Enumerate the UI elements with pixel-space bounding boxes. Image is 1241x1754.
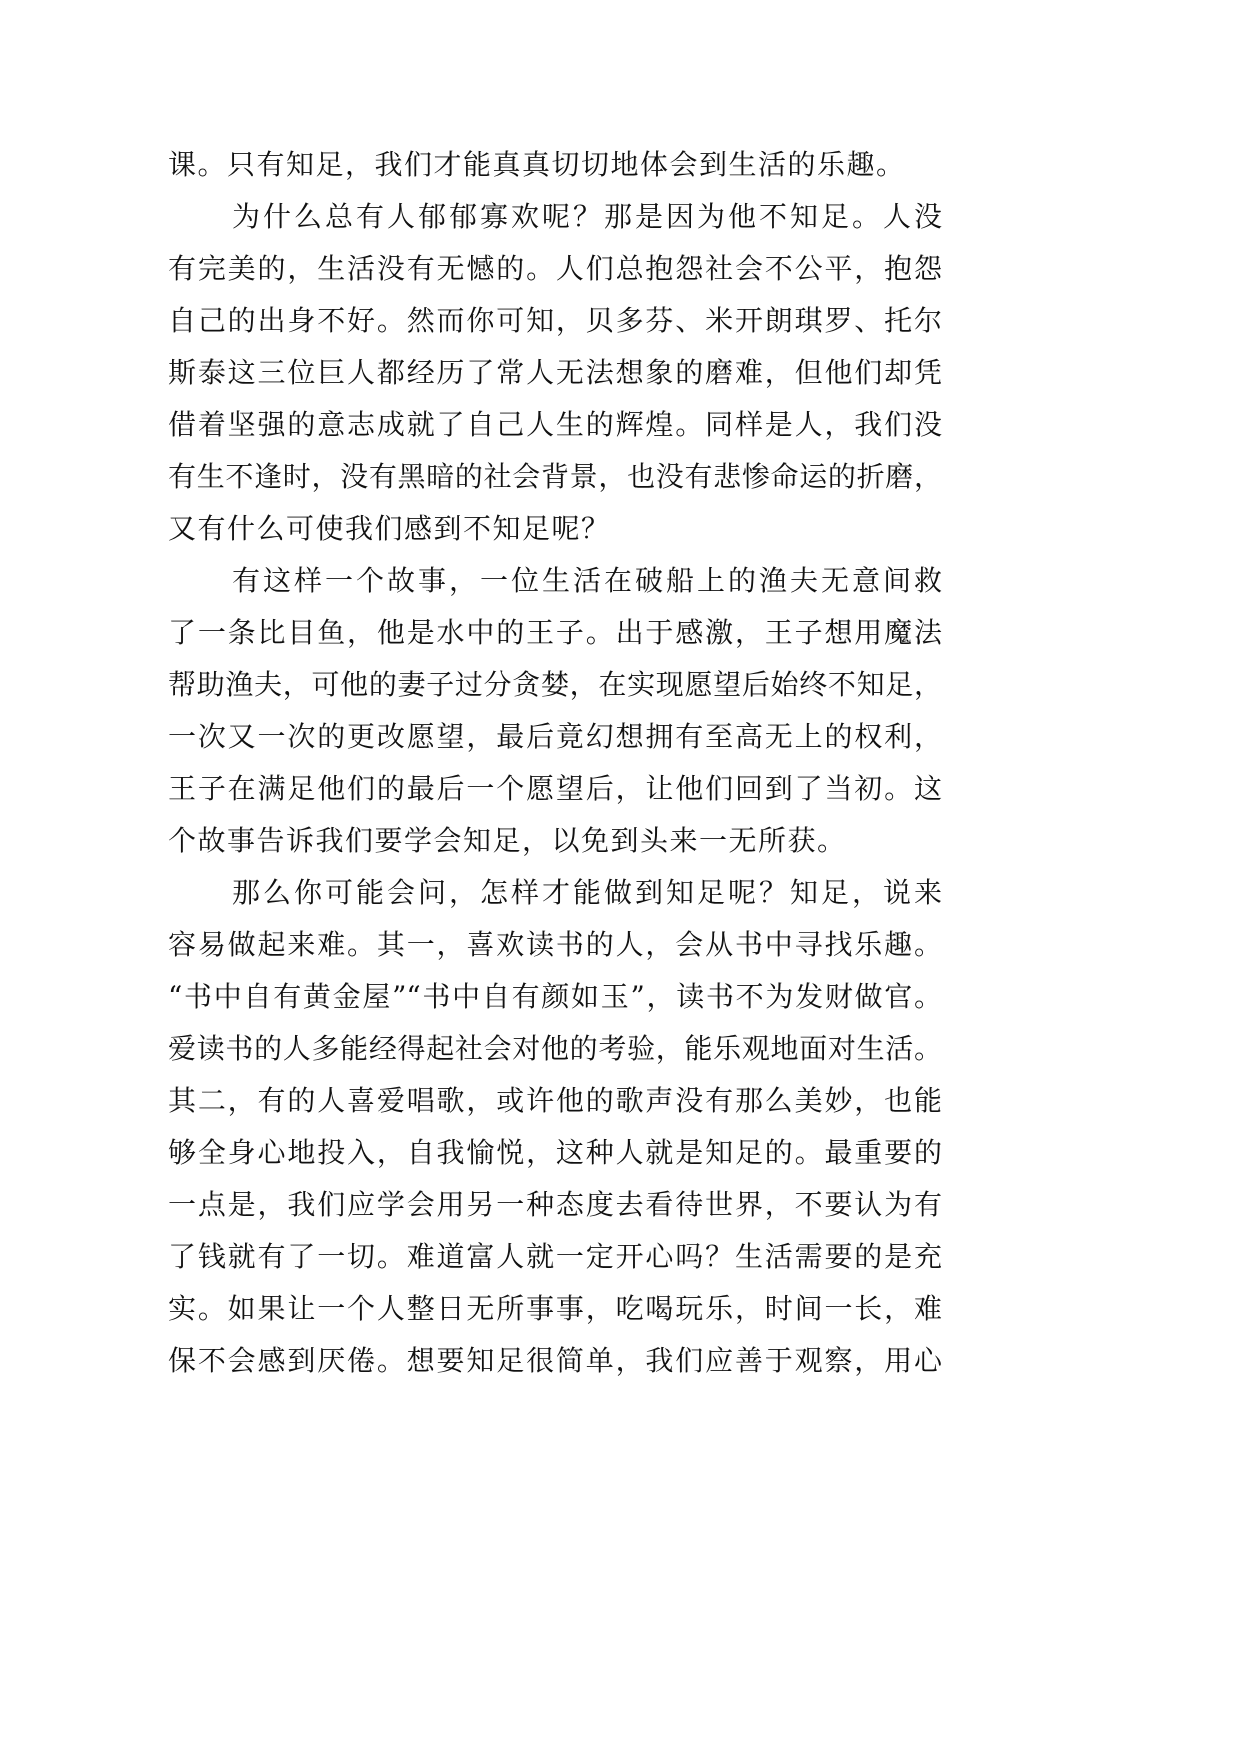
text-line: 那么你可能会问，怎样才能做到知足呢？知足，说来 xyxy=(232,876,942,909)
text-line: 王子在满足他们的最后一个愿望后，让他们回到了当初。这 xyxy=(168,772,942,805)
text-line: 了一条比目鱼，他是水中的王子。出于感激，王子想用魔法 xyxy=(168,616,942,649)
text-line: 有这样一个故事，一位生活在破船上的渔夫无意间救 xyxy=(232,564,942,597)
text-line: 个故事告诉我们要学会知足，以免到头来一无所获。 xyxy=(168,824,847,857)
text-line: 够全身心地投入，自我愉悦，这种人就是知足的。最重要的 xyxy=(168,1136,942,1169)
text-line: 容易做起来难。其一，喜欢读书的人，会从书中寻找乐趣。 xyxy=(168,928,942,961)
text-line: 一次又一次的更改愿望，最后竟幻想拥有至高无上的权利， xyxy=(168,720,942,753)
text-line: 为什么总有人郁郁寡欢呢？那是因为他不知足。人没 xyxy=(232,200,942,233)
text-line: 自己的出身不好。然而你可知，贝多芬、米开朗琪罗、托尔 xyxy=(168,304,942,337)
text-line: 实。如果让一个人整日无所事事，吃喝玩乐，时间一长，难 xyxy=(168,1292,942,1325)
text-line: 斯泰这三位巨人都经历了常人无法想象的磨难，但他们却凭 xyxy=(168,356,942,389)
text-line: 保不会感到厌倦。想要知足很简单，我们应善于观察，用心 xyxy=(168,1344,942,1377)
text-line: 一点是，我们应学会用另一种态度去看待世界，不要认为有 xyxy=(168,1188,942,1221)
text-line: 爱读书的人多能经得起社会对他的考验，能乐观地面对生活。 xyxy=(168,1032,942,1065)
text-line: 有完美的，生活没有无憾的。人们总抱怨社会不公平，抱怨 xyxy=(168,252,942,285)
body-text xyxy=(168,139,942,1387)
text-line: 借着坚强的意志成就了自己人生的辉煌。同样是人，我们没 xyxy=(168,408,942,441)
text-line: 又有什么可使我们感到不知足呢？ xyxy=(168,512,611,545)
text-line: 有生不逢时，没有黑暗的社会背景，也没有悲惨命运的折磨， xyxy=(168,460,942,493)
text-line: “书中自有黄金屋”“书中自有颜如玉”，读书不为发财做官。 xyxy=(168,980,942,1013)
text-line: 课。只有知足，我们才能真真切切地体会到生活的乐趣。 xyxy=(168,148,906,181)
text-line: 帮助渔夫，可他的妻子过分贪婪，在实现愿望后始终不知足， xyxy=(168,668,942,701)
text-line: 其二，有的人喜爱唱歌，或许他的歌声没有那么美妙，也能 xyxy=(168,1084,942,1117)
text-line: 了钱就有了一切。难道富人就一定开心吗？生活需要的是充 xyxy=(168,1240,942,1273)
